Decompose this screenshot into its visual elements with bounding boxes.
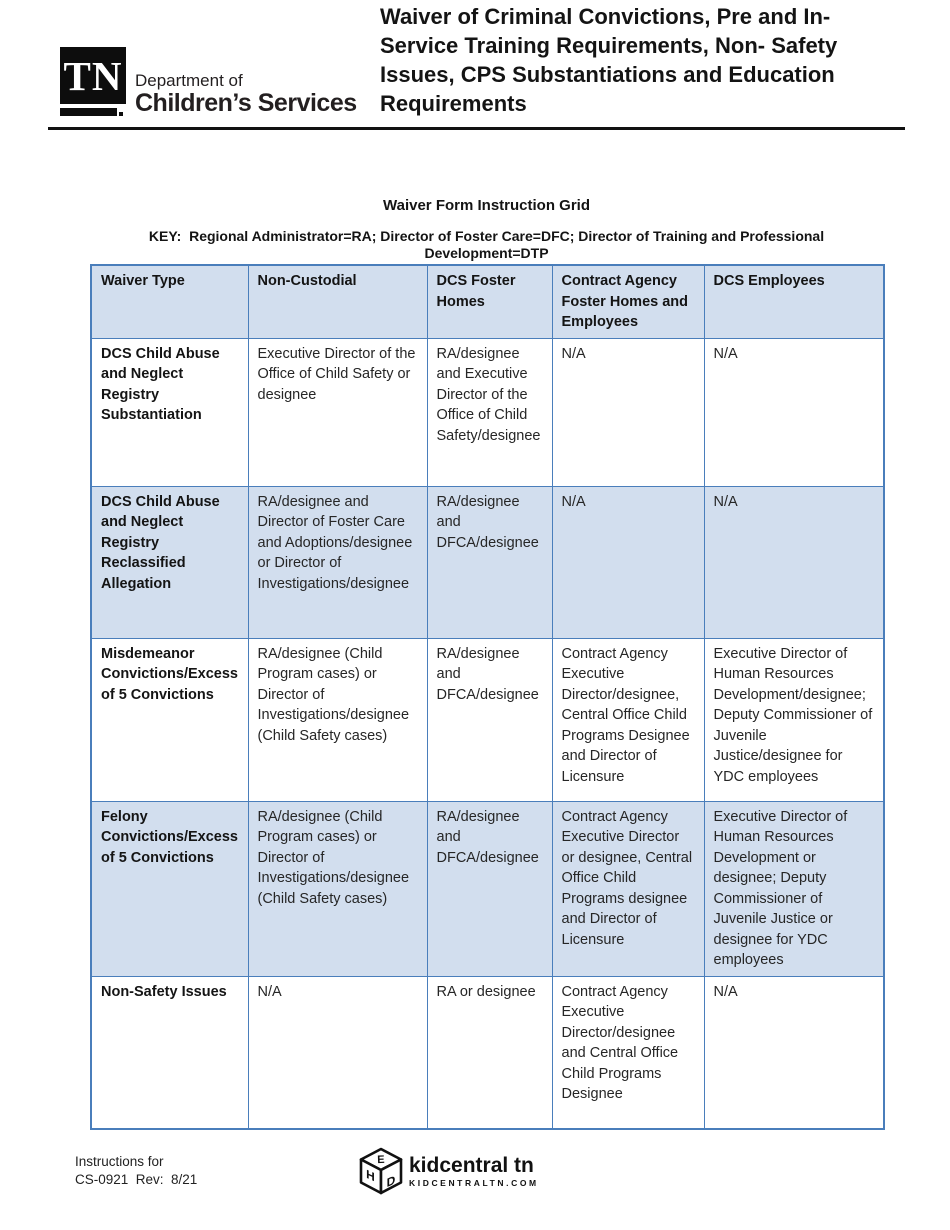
row-header: Non-Safety Issues [91,976,248,1129]
department-of-label: Department of [135,71,243,90]
tn-underline [60,108,126,116]
table-row [91,486,884,638]
tn-square-icon: TN [60,47,126,104]
row-header: Felony Convictions/Excess of 5 Convictions [91,801,248,976]
department-name [135,72,357,116]
key-line: Development=DTP [424,245,549,261]
toy-block-icon [358,1147,404,1195]
instructions-for-label: Instructions for [75,1154,164,1169]
table-row [91,801,884,976]
column-header-contract-agency: Contract Agency Foster Homes and Employees [552,265,704,338]
table-cell: RA/designee (Child Program cases) or Director of Investigations/designee (Child Safety cases) [248,801,427,976]
table-cell: RA/designee and DFCA/designee [427,638,552,801]
table-cell: Executive Director of Human Resources Development/designee; Deputy Commissioner of Juvenile Justice/designee for YDC employees [704,638,884,801]
table-cell: RA or designee [427,976,552,1129]
table-cell: Contract Agency Executive Director/designee, Central Office Child Programs Designee and Director of Licensure [552,638,704,801]
svg-text:H: H [366,1167,375,1185]
table-cell: RA/designee and Executive Director of the Office of Child Safety/designee [427,338,552,486]
document-title [380,2,880,118]
table-cell: Contract Agency Executive Director/designee and Central Office Child Programs Designee [552,976,704,1129]
title-line: Issues, CPS Substantiations and Education [380,62,835,87]
title-line: Waiver of Criminal Convictions, Pre and In- [380,4,831,29]
column-header-non-custodial: Non-Custodial [248,265,427,338]
title-line: Requirements [380,91,527,116]
waiver-instruction-grid [90,264,885,1130]
title-line: Service Training Requirements, Non- Safety [380,33,838,58]
table-cell: N/A [704,976,884,1129]
table-cell: RA/designee and DFCA/designee [427,801,552,976]
svg-text:D: D [386,1172,396,1191]
tn-logo-mark [60,47,126,116]
table-cell: RA/designee (Child Program cases) or Director of Investigations/designee (Child Safety cases) [248,638,427,801]
header-divider-rule [48,127,905,130]
table-cell: N/A [552,338,704,486]
tn-dcs-logo [60,47,357,116]
row-header: Misdemeanor Convictions/Excess of 5 Convictions [91,638,248,801]
svg-text:E: E [377,1153,385,1167]
kidcentral-name: kidcentral tn [409,1153,534,1177]
table-cell: N/A [248,976,427,1129]
column-header-dcs-foster-homes: DCS Foster Homes [427,265,552,338]
key-legend [90,228,883,262]
form-number-label: CS-0921 Rev: 8/21 [75,1171,198,1187]
table-cell: RA/designee and DFCA/designee [427,486,552,638]
table-cell: Executive Director of the Office of Child Safety or designee [248,338,427,486]
column-header-dcs-employees: DCS Employees [704,265,884,338]
grid-heading: Waiver Form Instruction Grid [383,197,590,214]
table-cell: Executive Director of Human Resources Development or designee; Deputy Commissioner of Juvenile Justice or designee for YDC employees [704,801,884,976]
table-row [91,638,884,801]
table-cell: N/A [704,338,884,486]
row-header: DCS Child Abuse and Neglect Registry Reclassified Allegation [91,486,248,638]
table-row [91,976,884,1129]
table-cell: RA/designee and Director of Foster Care and Adoptions/designee or Director of Investigations/designee [248,486,427,638]
column-header-waiver-type: Waiver Type [91,265,248,338]
row-header: DCS Child Abuse and Neglect Registry Substantiation [91,338,248,486]
key-line: KEY: Regional Administrator=RA; Director of Foster Care=DFC; Director of Training and Professional [148,228,825,244]
childrens-services-label: Children’s Services [135,89,357,117]
table-row [91,338,884,486]
kidcentral-logo [358,1147,539,1195]
table-cell: N/A [552,486,704,638]
kidcentral-wordmark [409,1155,539,1188]
table-cell: N/A [704,486,884,638]
kidcentral-site: KIDCENTRALTN.COM [409,1177,539,1188]
table-cell: Contract Agency Executive Director or designee, Central Office Child Programs designee and Director of Licensure [552,801,704,976]
form-number-block [75,1153,197,1188]
table-header-row [91,265,884,338]
